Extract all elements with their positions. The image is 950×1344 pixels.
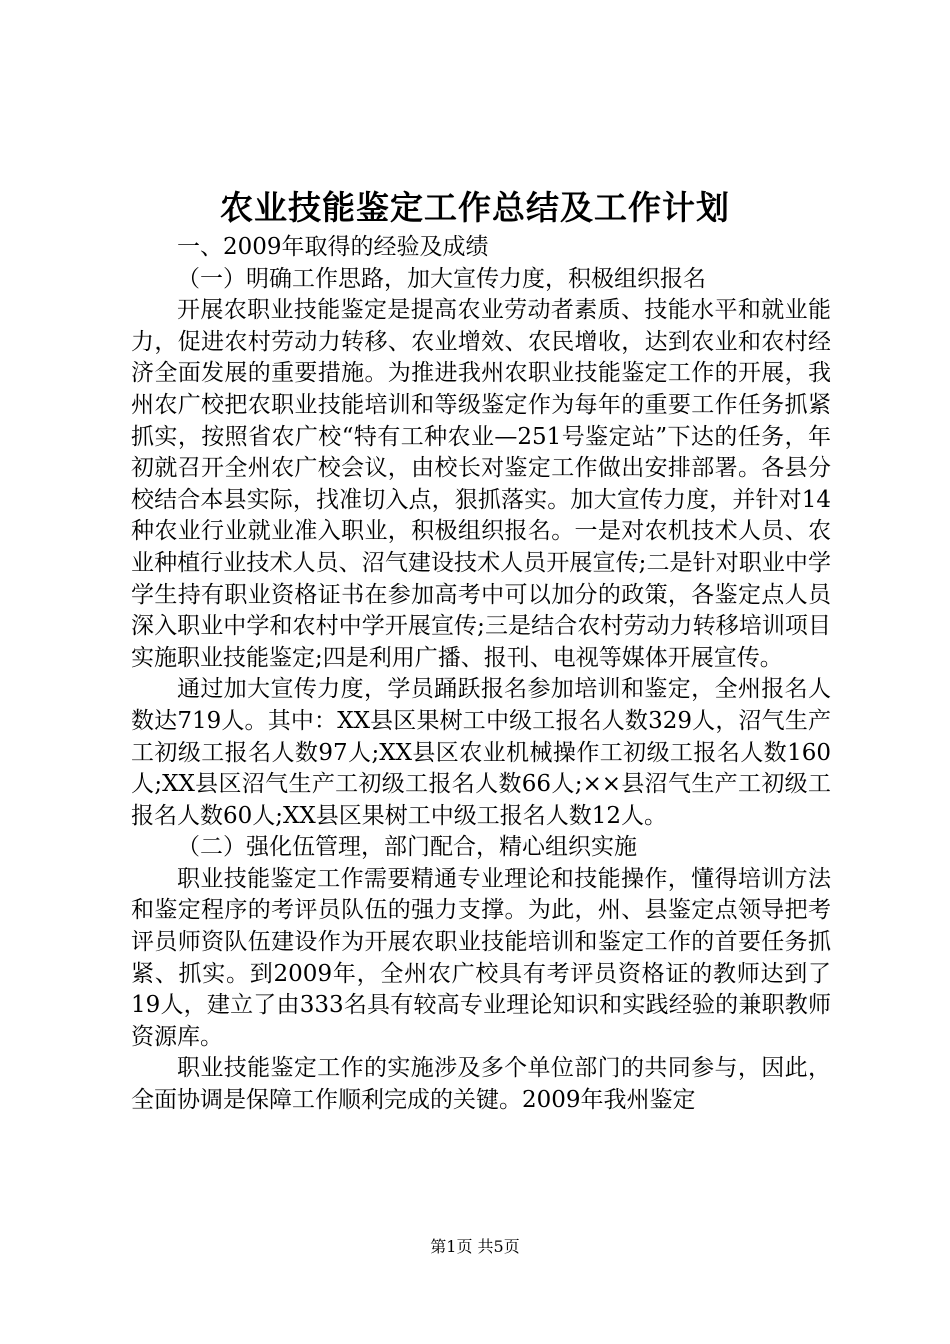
section-heading: 一、2009年取得的经验及成绩 <box>177 234 489 260</box>
document-body <box>131 232 831 1117</box>
subsection-heading: （二）强化伍管理，部门配合，精心组织实施 <box>177 834 637 861</box>
body-paragraph: 通过加大宣传力度，学员踊跃报名参加培训和鉴定，全州报名人数达719人。其中：XX县区果树工中级工报名人数329人，沼气生产工初级工报名人数97人;XX县区农业机械操作工初级工报名人数160人;XX县区沼气生产工初级工报名人数66人;××县沼气生产工初级工报名人数60人;XX县区果树工中级工报名人数12人。 <box>131 676 831 829</box>
body-paragraph: 职业技能鉴定工作的实施涉及多个单位部门的共同参与，因此，全面协调是保障工作顺利完成的关键。2009年我州鉴定 <box>131 1055 831 1114</box>
page-footer: 第1页 共5页 <box>430 1237 520 1256</box>
subsection-heading: （一）明确工作思路，加大宣传力度，积极组织报名 <box>177 265 706 292</box>
body-paragraph: 开展农职业技能鉴定是提高农业劳动者素质、技能水平和就业能力，促进农村劳动力转移、农业增效、农民增收，达到农业和农村经济全面发展的重要措施。为推进我州农职业技能鉴定工作的开展，我州农广校把农职业技能培训和等级鉴定作为每年的重要工作任务抓紧抓实，按照省农广校“特有工种农业—251号鉴定站”下达的任务，年初就召开全州农广校会议，由校长对鉴定工作做出安排部署。各县分校结合本县实际，找准切入点，狠抓落实。加大宣传力度，并针对14种农业行业就业准入职业，积极组织报名。一是对农机技术人员、农业种植行业技术人员、沼气建设技术人员开展宣传;二是针对职业中学学生持有职业资格证书在参加高考中可以加分的政策，各鉴定点人员深入职业中学和农村中学开展宣传;三是结合农村劳动力转移培训项目实施职业技能鉴定;四是利用广播、报刊、电视等媒体开展宣传。 <box>131 297 831 671</box>
body-paragraph: 职业技能鉴定工作需要精通专业理论和技能操作，懂得培训方法和鉴定程序的考评员队伍的强力支撑。为此，州、县鉴定点领导把考评员师资队伍建设作为开展农职业技能培训和鉴定工作的首要任务抓紧、抓实。到2009年，全州农广校具有考评员资格证的教师达到了19人，建立了由333名具有较高专业理论知识和实践经验的兼职教师资源库。 <box>131 865 831 1050</box>
document-title: 农业技能鉴定工作总结及工作计划 <box>220 188 730 227</box>
